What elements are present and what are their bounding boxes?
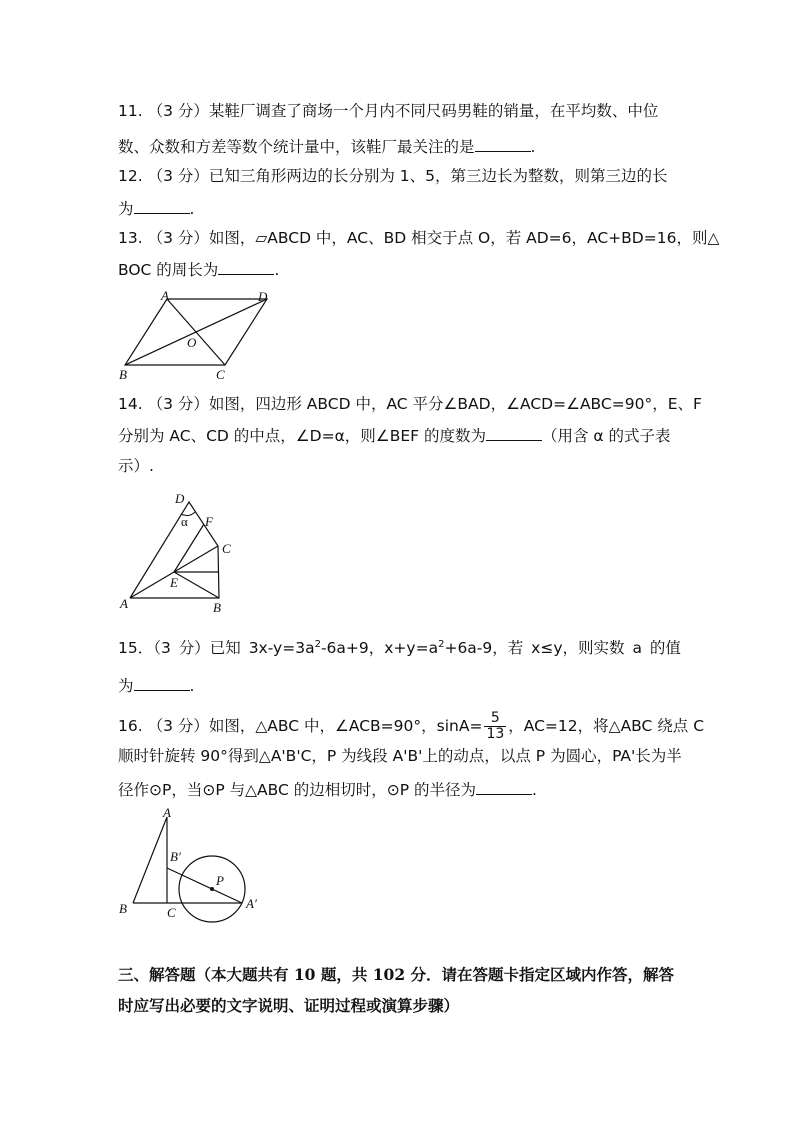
q11-text: 数、众数和方差等数个统计量中，该鞋厂最关注的是 bbox=[118, 138, 475, 156]
q16-answer-blank bbox=[476, 779, 532, 795]
q16-label-p: P bbox=[216, 873, 224, 888]
q16-line3: 径作⊙P，当⊙P 与△ABC 的边相切时，⊙P 的半径为 . bbox=[118, 781, 537, 799]
q16-line2: 顺时针旋转 90°得到△A'B'C，P 为线段 A'B'上的动点，以点 P 为圆心，PA'长为半 bbox=[118, 747, 682, 765]
q13-label-b: B bbox=[119, 367, 127, 382]
q14-label-a: A bbox=[120, 596, 128, 611]
q13-label-c: C bbox=[216, 367, 225, 382]
q14-answer-blank bbox=[486, 425, 542, 441]
q13-line2: BOC 的周长为 . bbox=[118, 261, 280, 279]
q12-line1: 12. （3 分）已知三角形两边的长分别为 1、5，第三边长为整数，则第三边的长 bbox=[118, 167, 668, 185]
section3-heading-line2: 时应写出必要的文字说明、证明过程或演算步骤） bbox=[118, 996, 460, 1015]
section3-heading-line1: 三、解答题（本大题共有 10 题，共 102 分．请在答题卡指定区域内作答，解答 bbox=[118, 965, 675, 984]
q12-line2: 为 . bbox=[118, 200, 195, 218]
q14-label-alpha: α bbox=[181, 514, 188, 529]
q14-line1: 14. （3 分）如图，四边形 ABCD 中，AC 平分∠BAD，∠ACD=∠ABC=90°，E、F bbox=[118, 395, 702, 413]
q16-line1: 16. （3 分）如图，△ABC 中，∠ACB=90°，sinA= $\frac{5}{13}$ ，AC=12，将△ABC 绕点 C bbox=[118, 710, 705, 742]
q16-label-a: A bbox=[163, 805, 171, 820]
q13-answer-blank bbox=[218, 259, 274, 275]
q13-label-a: A bbox=[161, 288, 169, 303]
q14-line2: 分别为 AC、CD 的中点，∠D=α，则∠BEF 的度数为 （用含 α 的式子表 bbox=[118, 427, 671, 445]
q11-line2: 数、众数和方差等数个统计量中，该鞋厂最关注的是 . bbox=[118, 138, 536, 156]
q15-line2: 为 . bbox=[118, 677, 195, 695]
q14-line3: 示）. bbox=[118, 457, 154, 475]
q16-label-a-prime: A′ bbox=[246, 896, 257, 911]
q14-label-c: C bbox=[222, 541, 231, 556]
q12-answer-blank bbox=[134, 198, 190, 214]
q13-label-o: O bbox=[187, 335, 197, 350]
q14-label-d: D bbox=[175, 491, 185, 506]
q16-label-c: C bbox=[167, 905, 176, 920]
q13-parallelogram-figure bbox=[115, 288, 275, 382]
q14-label-e: E bbox=[170, 575, 178, 590]
q13-label-d: D bbox=[258, 289, 268, 304]
q11-line1: 11. （3 分）某鞋厂调查了商场一个月内不同尺码男鞋的销量，在平均数、中位 bbox=[118, 102, 659, 120]
q15-line1: 15．（3 分）已知 $3x-y=3a^2-6a+9$，$x+y=a^2+6a-9$，若 x≤y，则实数 a 的值 bbox=[118, 638, 681, 657]
q14-label-f: F bbox=[205, 514, 213, 529]
q14-quadrilateral-figure bbox=[115, 488, 245, 618]
q13-line1: 13. （3 分）如图，▱ABCD 中，AC、BD 相交于点 O，若 AD=6，AC+BD=16，则△ bbox=[118, 229, 720, 247]
q16-rotation-figure bbox=[115, 805, 265, 925]
q15-answer-blank bbox=[134, 675, 190, 691]
q16-sin-fraction: $\frac{5}{13}$ bbox=[486, 710, 505, 742]
q16-label-b: B bbox=[119, 901, 127, 916]
q16-label-b-prime: B′ bbox=[170, 849, 181, 864]
q11-answer-blank bbox=[475, 136, 531, 152]
q14-label-b: B bbox=[213, 600, 221, 615]
